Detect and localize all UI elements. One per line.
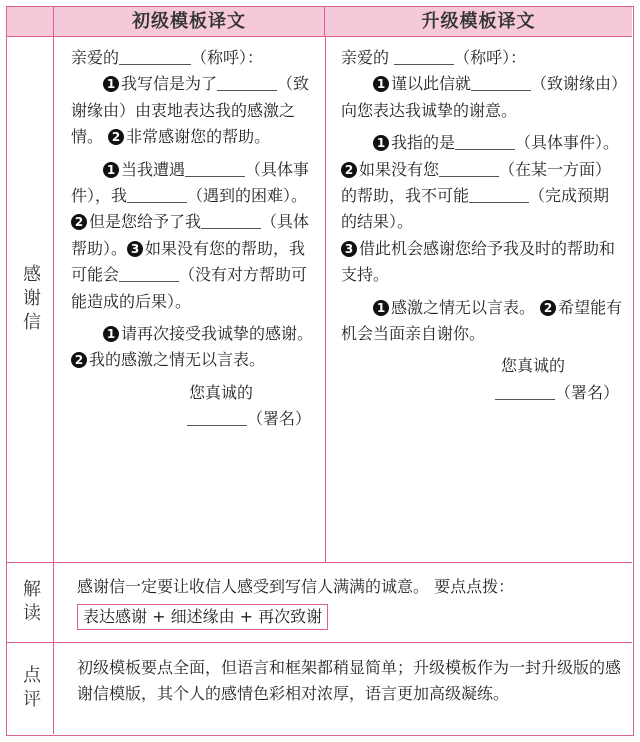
number-marker: 1 <box>373 135 389 151</box>
advanced-closing: 您真诚的 <box>500 356 565 376</box>
header-basic-label: 初级模板译文 <box>132 11 246 32</box>
header-corner <box>7 7 54 37</box>
column-divider <box>325 37 326 563</box>
number-marker: 1 <box>373 76 389 92</box>
blank-field <box>187 407 247 426</box>
number-marker: 1 <box>103 326 119 342</box>
advanced-paragraph-2: 1 我指的是 （具体事件）。 2 如果没有您 （在某一方面）的帮助，我不可能 （完成预期的结果）。 <box>341 133 620 232</box>
explain-text: 感谢信一定要让收信人感受到写信人满满的诚意。 要点点拨： <box>77 577 515 596</box>
blank-field <box>119 46 191 65</box>
number-marker: 2 <box>341 162 357 178</box>
number-marker: 2 <box>540 300 556 316</box>
number-marker: 3 <box>127 241 143 257</box>
header-basic-template <box>54 7 325 37</box>
advanced-paragraph-1: 1 谨以此信就 （致谢缘由）向您表达我诚挚的谢意。 <box>341 74 620 120</box>
comment-content <box>77 655 632 708</box>
basic-signature: （署名） <box>71 406 317 432</box>
blank-field <box>394 46 454 65</box>
blank-field <box>469 184 529 203</box>
blank-field <box>201 210 261 229</box>
blank-field <box>119 263 179 282</box>
number-marker: 2 <box>108 129 124 145</box>
number-marker: 2 <box>71 352 87 368</box>
explain-formula-box: 表达感谢 + 细述缘由 + 再次致谢 <box>77 604 328 630</box>
basic-greeting: 亲爱的 （称呼）： <box>71 48 264 67</box>
blank-field <box>471 72 531 91</box>
number-marker: 3 <box>341 241 357 257</box>
number-marker: 1 <box>103 162 119 178</box>
advanced-signature: （署名） <box>341 380 625 406</box>
blank-field <box>495 381 555 400</box>
number-marker: 1 <box>103 76 119 92</box>
row-divider-1 <box>7 562 632 563</box>
blank-field <box>185 158 245 177</box>
number-marker: 1 <box>373 300 389 316</box>
blank-field <box>455 131 515 150</box>
basic-paragraph-1: 1 我写信是为了 （致谢缘由）由衷地表达我的感激之情。 2 非常感谢您的帮助。 <box>71 74 310 147</box>
advanced-paragraph-3: 1 感激之情无以言表。 2 希望能有机会当面亲自谢你。 <box>341 297 623 344</box>
template-table <box>6 6 634 736</box>
explain-content <box>77 574 627 631</box>
basic-closing: 您真诚的 <box>188 382 253 402</box>
comment-text: 初级模板要点全面，但语言和框架都稍显简单；升级模板作为一封升级版的感谢信模版，其个人的感情色彩相对浓厚，语言更加高级凝练。 <box>77 658 622 704</box>
header-advanced-label: 升级模板译文 <box>421 11 536 32</box>
basic-paragraph-3: 1 请再次接受我诚挚的感谢。 2 我的感激之情无以言表。 <box>71 321 317 374</box>
row-label-letter: 感谢信 <box>7 37 54 563</box>
basic-letter <box>71 45 317 433</box>
advanced-letter <box>341 45 625 406</box>
advanced-paragraph-2b: 3 借此机会感谢您给予我及时的帮助和支持。 <box>341 238 616 285</box>
row-label-explain: 解读 <box>7 563 54 643</box>
row-label-comment: 点评 <box>7 643 54 734</box>
number-marker: 2 <box>71 214 87 230</box>
basic-paragraph-2: 1 当我遭遇 （具体事件），我 （遇到的困难）。 2 但是您给予了我 （具体帮助）。 3 如果没有您的帮助，我可能会 （没有对方帮助可能造成的后果）。 <box>71 159 310 311</box>
blank-field <box>127 184 187 203</box>
blank-field <box>217 72 277 91</box>
header-advanced-template <box>325 7 632 37</box>
row-divider-2 <box>7 642 632 643</box>
blank-field <box>439 158 499 177</box>
advanced-greeting: 亲爱的 （称呼）： <box>341 48 527 67</box>
